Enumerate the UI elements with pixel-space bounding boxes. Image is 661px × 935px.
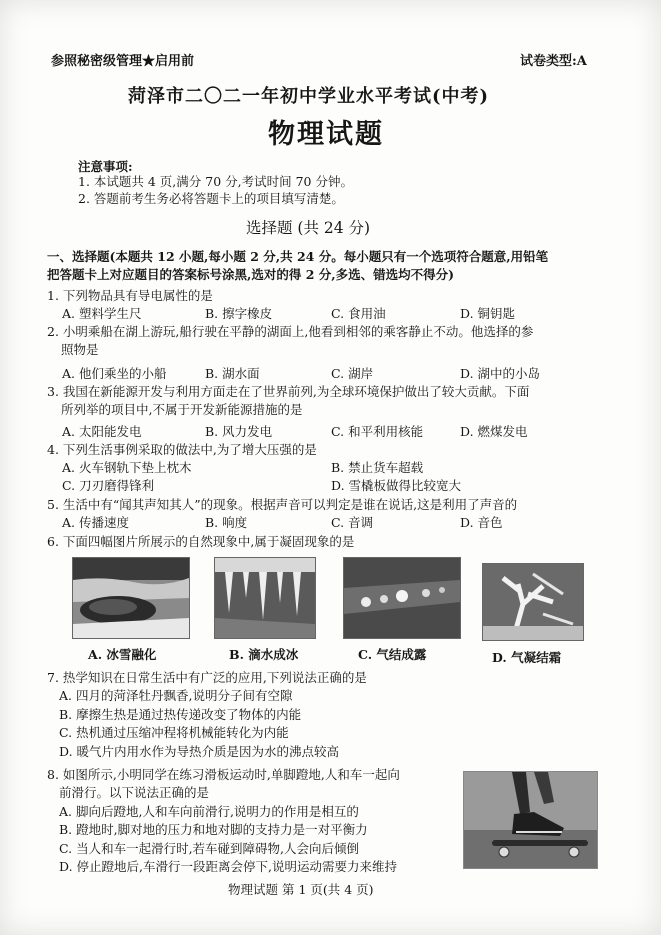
part-intro-line: 一、选择题(本题共 12 小题,每小题 2 分,共 24 分。每小题只有一个选项符合题意,用铅笔 xyxy=(47,249,549,264)
q4-option-c: C. 刀刃磨得锋利 xyxy=(62,478,155,493)
q8-option-c: C. 当人和车一起滑行时,若车碰到障碍物,人会向后倾倒 xyxy=(59,841,360,856)
q5-option-d: D. 音色 xyxy=(460,515,503,530)
q3-option-d: D. 燃煤发电 xyxy=(460,424,528,439)
confidential-label: 参照秘密级管理★启用前 xyxy=(51,54,195,69)
question-2-stem: 2. 小明乘船在湖上游玩,船行驶在平静的湖面上,他看到相邻的乘客静止不动。他选择的参 xyxy=(47,324,534,339)
question-5-stem: 5. 生活中有“闻其声知其人”的现象。根据声音可以判定是谁在说话,这是利用了声音的 xyxy=(47,497,518,512)
question-2-stem-cont: 照物是 xyxy=(61,342,99,357)
question-4-stem: 4. 下列生活事例采取的做法中,为了增大压强的是 xyxy=(47,442,317,457)
part-intro-line: 把答题卡上对应题目的答案标号涂黑,选对的得 2 分,多选、错选均不得分) xyxy=(47,267,455,282)
page-footer: 物理试题 第 1 页(共 4 页) xyxy=(228,882,374,897)
q7-option-b: B. 摩擦生热是通过热传递改变了物体的内能 xyxy=(59,707,302,722)
q3-option-a: A. 太阳能发电 xyxy=(62,424,142,439)
question-3-stem-cont: 所列举的项目中,不属于开发新能源措施的是 xyxy=(61,402,303,417)
q1-option-d: D. 铜钥匙 xyxy=(460,306,516,321)
q4-option-a: A. 火车钢轨下垫上枕木 xyxy=(62,460,192,475)
subject-title: 物理试题 xyxy=(268,119,384,150)
q8-option-d: D. 停止蹬地后,车滑行一段距离会停下,说明运动需要力来维持 xyxy=(59,859,397,874)
q1-option-c: C. 食用油 xyxy=(331,306,386,321)
question-7-stem: 7. 热学知识在日常生活中有广泛的应用,下列说法正确的是 xyxy=(47,670,367,685)
q5-option-b: B. 响度 xyxy=(205,515,248,530)
q2-option-b: B. 湖水面 xyxy=(205,366,260,381)
dew-drops-photo xyxy=(343,557,461,639)
exam-title: 菏泽市二〇二一年初中学业水平考试(中考) xyxy=(128,86,490,107)
q4-option-b: B. 禁止货车超载 xyxy=(331,460,424,475)
section-title: 选择题 (共 24 分) xyxy=(246,219,371,237)
question-6-stem: 6. 下面四幅图片所展示的自然现象中,属于凝固现象的是 xyxy=(47,534,355,549)
notes-heading: 注意事项: xyxy=(78,159,133,174)
question-8-stem-cont: 前滑行。以下说法正确的是 xyxy=(59,785,210,800)
q1-option-a: A. 塑料学生尺 xyxy=(62,306,142,321)
skateboard-photo xyxy=(463,771,598,869)
question-3-stem: 3. 我国在新能源开发与利用方面走在了世界前列,为全球环境保护做出了较大贡献。下面 xyxy=(47,384,530,399)
q6-option-a: A. 冰雪融化 xyxy=(88,647,157,662)
frost-photo xyxy=(482,563,584,641)
q6-option-b: B. 滴水成冰 xyxy=(229,647,299,662)
q7-option-d: D. 暖气片内用水作为导热介质是因为水的沸点较高 xyxy=(59,744,340,759)
q3-option-b: B. 风力发电 xyxy=(205,424,273,439)
q1-option-b: B. 擦字橡皮 xyxy=(205,306,273,321)
paper-type-label: 试卷类型:A xyxy=(520,54,587,69)
q2-option-c: C. 湖岸 xyxy=(331,366,374,381)
q7-option-c: C. 热机通过压缩冲程将机械能转化为内能 xyxy=(59,725,289,740)
q4-option-d: D. 雪橇板做得比较宽大 xyxy=(331,478,462,493)
q7-option-a: A. 四月的菏泽牡丹飘香,说明分子间有空隙 xyxy=(59,688,293,703)
q2-option-a: A. 他们乘坐的小船 xyxy=(62,366,167,381)
q8-option-b: B. 蹬地时,脚对地的压力和地对脚的支持力是一对平衡力 xyxy=(59,822,368,837)
q2-option-d: D. 湖中的小岛 xyxy=(460,366,541,381)
question-1-stem: 1. 下列物品具有导电属性的是 xyxy=(47,288,213,303)
q3-option-c: C. 和平利用核能 xyxy=(331,424,424,439)
ice-melting-photo xyxy=(72,557,190,639)
q5-option-c: C. 音调 xyxy=(331,515,374,530)
dripping-ice-photo xyxy=(214,557,316,639)
q6-option-d: D. 气凝结霜 xyxy=(492,650,562,665)
question-8-stem: 8. 如图所示,小明同学在练习滑板运动时,单脚蹬地,人和车一起向 xyxy=(47,767,400,782)
note-item: 1. 本试题共 4 页,满分 70 分,考试时间 70 分钟。 xyxy=(78,174,353,189)
q5-option-a: A. 传播速度 xyxy=(62,515,129,530)
q8-option-a: A. 脚向后蹬地,人和车向前滑行,说明力的作用是相互的 xyxy=(59,804,359,819)
q6-option-c: C. 气结成露 xyxy=(358,647,427,662)
note-item: 2. 答题前考生务必将答题卡上的项目填写清楚。 xyxy=(78,191,344,206)
